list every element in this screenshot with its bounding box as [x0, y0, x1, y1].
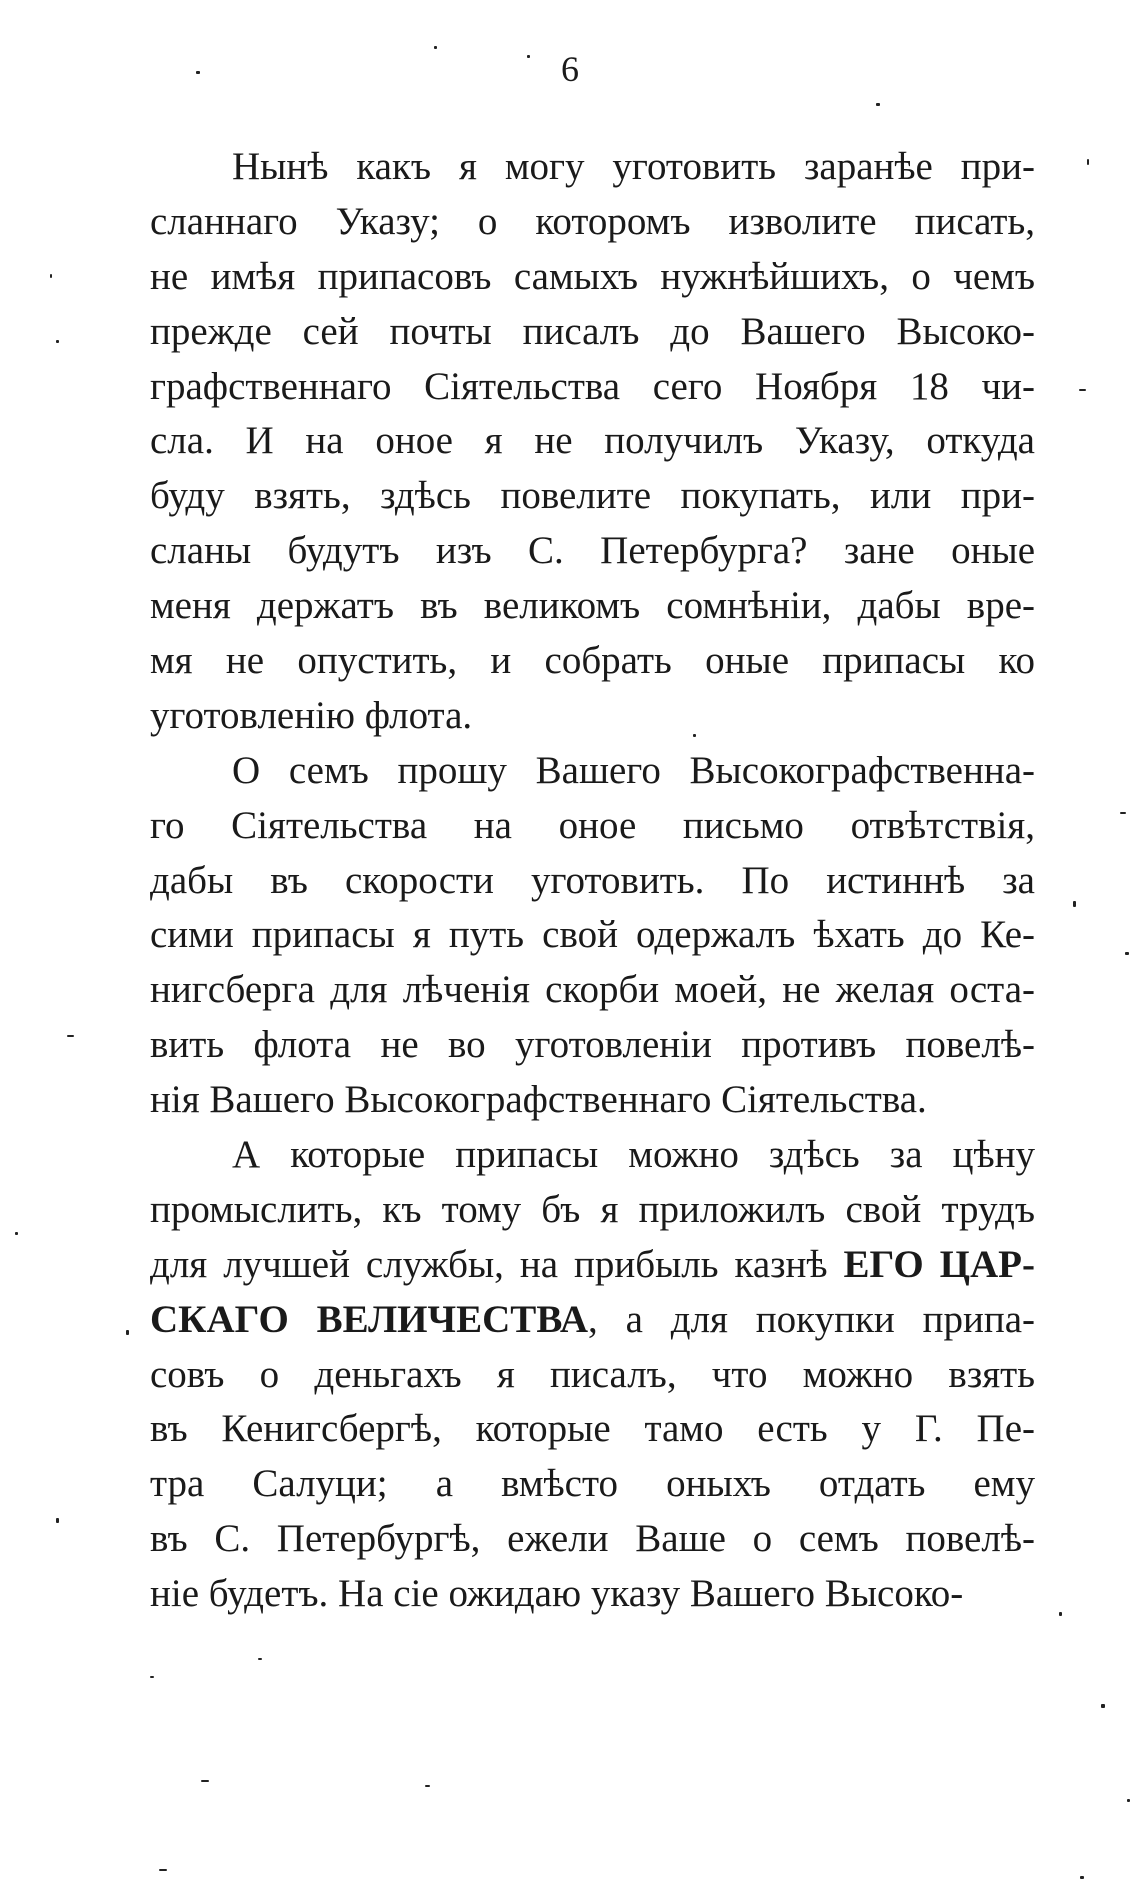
text-line: сланнаго Указу; о которомъ изволите писать,: [150, 199, 1035, 243]
text-line: мя не опустить, и собрать оные припасы ко: [150, 639, 1035, 683]
text-line: го Сіятельства на оное письмо отвѣтствія,: [150, 803, 1035, 847]
text-line: не имѣя припасовъ самыхъ нужнѣйшихъ, о чемъ: [150, 254, 1035, 298]
scan-speck: [1087, 159, 1089, 165]
emphasis-text: СКАГО ВЕЛИЧЕСТВА: [150, 1297, 589, 1341]
text-line: сланы будутъ изъ С. Петербурга? зане оные: [150, 529, 1035, 573]
scan-speck: [67, 1035, 74, 1037]
scan-speck: [693, 734, 696, 737]
text-line: ніе будетъ. На сіе ожидаю указу Вашего Высоко-: [150, 1572, 964, 1616]
scan-speck: [56, 1518, 59, 1523]
paragraph-1: [150, 140, 1035, 744]
scan-speck: [434, 46, 437, 49]
scan-speck: [1073, 901, 1076, 907]
scan-speck: [1125, 952, 1129, 955]
scan-speck: [196, 71, 200, 74]
text-line: въ С. Петербургѣ, ежели Ваше о семъ повелѣ-: [150, 1517, 1035, 1561]
paragraph-3: [150, 1128, 1035, 1622]
text-line: дабы въ скорости уготовить. По истиннѣ за: [150, 858, 1035, 902]
text-line: [150, 1293, 1035, 1348]
text-line: прежде сей почты писалъ до Вашего Высоко-: [150, 309, 1035, 353]
scan-speck: [1101, 1704, 1105, 1708]
body-text: [150, 140, 1035, 1622]
paragraph-2: [150, 744, 1035, 1128]
scan-speck: [126, 1330, 129, 1335]
scan-speck: [201, 1780, 209, 1782]
text-line: совъ о деньгахъ я писалъ, что можно взять: [150, 1352, 1035, 1396]
scan-speck: [876, 103, 880, 106]
scan-speck: [56, 340, 59, 343]
scan-speck: [15, 1232, 18, 1235]
text-line: меня держатъ въ великомъ сомнѣніи, дабы вре-: [150, 584, 1035, 628]
page-number: 6: [561, 49, 579, 89]
scan-speck: [1080, 1876, 1084, 1879]
emphasis-text: ЕГО ЦАР-: [843, 1242, 1035, 1286]
text-line: [150, 1238, 1035, 1293]
scan-speck: [1079, 389, 1086, 391]
scan-speck: [1127, 1799, 1130, 1802]
text-run: , а для покупки припа-: [588, 1297, 1035, 1341]
scan-speck: [1059, 1612, 1062, 1616]
text-line: буду взять, здѣсь повелите покупать, или при-: [150, 474, 1035, 518]
text-line: въ Кенигсбергѣ, которые тамо есть у Г. Пе-: [150, 1407, 1035, 1451]
text-line: промыслить, къ тому бъ я приложилъ свой трудъ: [150, 1187, 1035, 1231]
scan-speck: [150, 1676, 154, 1678]
text-line: А которые припасы можно здѣсь за цѣну: [232, 1133, 1035, 1177]
text-line: уготовленію флота.: [150, 693, 473, 737]
text-line: графственнаго Сіятельства сего Ноября 18 чи-: [150, 364, 1035, 408]
scan-speck: [425, 1785, 430, 1787]
scan-speck: [1120, 812, 1126, 814]
text-line: О семъ прошу Вашего Высокографственна-: [232, 748, 1035, 792]
text-line: вить флота не во уготовленіи противъ повелѣ-: [150, 1023, 1035, 1067]
text-line: сими припасы я путь свой одержалъ ѣхать до Ке-: [150, 913, 1035, 957]
text-line: Нынѣ какъ я могу уготовить заранѣе при-: [232, 145, 1035, 188]
text-line: сла. И на оное я не получилъ Указу, откуда: [150, 419, 1035, 463]
text-line: тра Салуци; а вмѣсто оныхъ отдать ему: [150, 1462, 1035, 1506]
scan-speck: [527, 55, 530, 58]
scan-speck: [159, 1869, 167, 1871]
text-line: нія Вашего Высокографственнаго Сіятельства.: [150, 1078, 927, 1122]
text-line: нигсберга для лѣченія скорби моей, не желая оста-: [150, 968, 1035, 1012]
text-run: для лучшей службы, на прибыль казнѣ: [150, 1242, 844, 1286]
scan-speck: [258, 1658, 262, 1660]
scan-speck: [50, 274, 52, 278]
